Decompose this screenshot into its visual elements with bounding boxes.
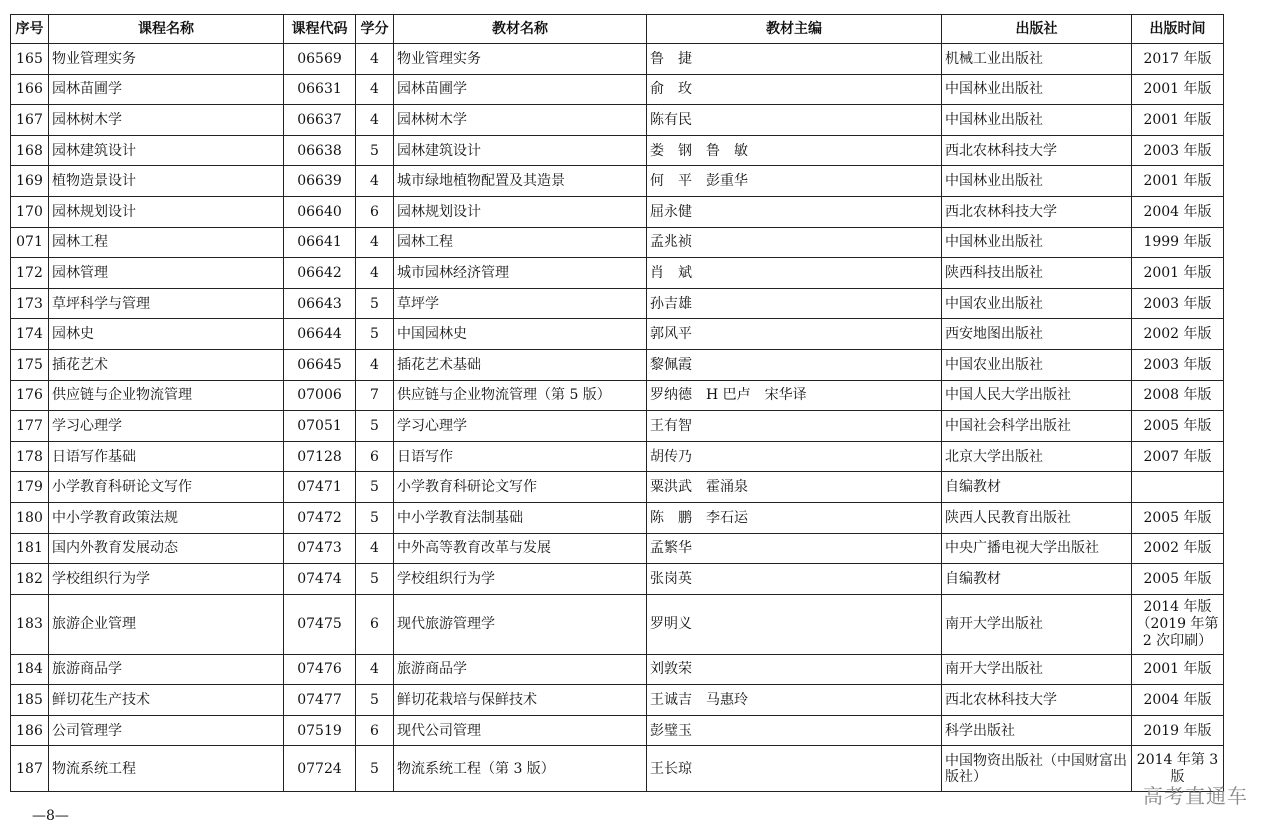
credits-cell: 4 — [356, 227, 394, 258]
course-name-cell: 学校组织行为学 — [49, 564, 284, 595]
textbook-table — [10, 14, 1224, 792]
course-code-cell: 06631 — [284, 74, 356, 105]
course-name-cell: 学习心理学 — [49, 411, 284, 442]
course-name-cell: 中小学教育政策法规 — [49, 502, 284, 533]
publisher-cell: 自编教材 — [942, 564, 1132, 595]
publish-date-cell: 2005 年版 — [1132, 411, 1224, 442]
credits-cell: 5 — [356, 502, 394, 533]
row-number-cell: 183 — [11, 594, 49, 654]
table-row — [11, 166, 1224, 197]
publisher-cell: 中国物资出版社（中国财富出版社） — [942, 746, 1132, 792]
row-number-cell: 170 — [11, 196, 49, 227]
textbook-name-cell: 中外高等教育改革与发展 — [394, 533, 647, 564]
column-header: 教材主编 — [647, 15, 942, 44]
textbook-name-cell: 草坪学 — [394, 288, 647, 319]
publish-date-cell: 2005 年版 — [1132, 564, 1224, 595]
table-row — [11, 74, 1224, 105]
textbook-name-cell: 中国园林史 — [394, 319, 647, 350]
publish-date-cell: 2014 年版（2019 年第 2 次印刷） — [1132, 594, 1224, 654]
publisher-cell: 中国林业出版社 — [942, 74, 1132, 105]
row-number-cell: 165 — [11, 44, 49, 75]
textbook-name-cell: 城市绿地植物配置及其造景 — [394, 166, 647, 197]
table-row — [11, 502, 1224, 533]
publish-date-cell: 2001 年版 — [1132, 654, 1224, 685]
textbook-name-cell: 物业管理实务 — [394, 44, 647, 75]
publisher-cell: 南开大学出版社 — [942, 654, 1132, 685]
course-name-cell: 小学教育科研论文写作 — [49, 472, 284, 503]
credits-cell: 4 — [356, 349, 394, 380]
publisher-cell: 中国林业出版社 — [942, 227, 1132, 258]
credits-cell: 6 — [356, 594, 394, 654]
editor-cell: 胡传乃 — [647, 441, 942, 472]
textbook-name-cell: 学校组织行为学 — [394, 564, 647, 595]
publisher-cell: 陕西科技出版社 — [942, 258, 1132, 289]
row-number-cell: 169 — [11, 166, 49, 197]
watermark: 高考直通车 — [1143, 784, 1248, 808]
publisher-cell: 西北农林科技大学 — [942, 135, 1132, 166]
publish-date-cell: 2004 年版 — [1132, 196, 1224, 227]
course-name-cell: 公司管理学 — [49, 715, 284, 746]
table-row — [11, 533, 1224, 564]
editor-cell: 何 平 彭重华 — [647, 166, 942, 197]
course-code-cell: 06640 — [284, 196, 356, 227]
table-row — [11, 319, 1224, 350]
table-row — [11, 685, 1224, 716]
credits-cell: 4 — [356, 44, 394, 75]
publisher-cell: 中国人民大学出版社 — [942, 380, 1132, 411]
credits-cell: 5 — [356, 288, 394, 319]
table-row — [11, 258, 1224, 289]
course-name-cell: 旅游商品学 — [49, 654, 284, 685]
editor-cell: 屈永健 — [647, 196, 942, 227]
credits-cell: 4 — [356, 166, 394, 197]
table-header-row — [11, 15, 1224, 44]
credits-cell: 5 — [356, 411, 394, 442]
row-number-cell: 182 — [11, 564, 49, 595]
publisher-cell: 中国林业出版社 — [942, 105, 1132, 136]
credits-cell: 6 — [356, 196, 394, 227]
publish-date-cell: 2001 年版 — [1132, 166, 1224, 197]
publish-date-cell: 2003 年版 — [1132, 135, 1224, 166]
course-code-cell: 07051 — [284, 411, 356, 442]
course-name-cell: 植物造景设计 — [49, 166, 284, 197]
course-name-cell: 园林规划设计 — [49, 196, 284, 227]
row-number-cell: 174 — [11, 319, 49, 350]
publisher-cell: 北京大学出版社 — [942, 441, 1132, 472]
course-code-cell: 06641 — [284, 227, 356, 258]
editor-cell: 俞 玫 — [647, 74, 942, 105]
row-number-cell: 185 — [11, 685, 49, 716]
table-row — [11, 380, 1224, 411]
credits-cell: 4 — [356, 654, 394, 685]
row-number-cell: 173 — [11, 288, 49, 319]
course-name-cell: 日语写作基础 — [49, 441, 284, 472]
row-number-cell: 178 — [11, 441, 49, 472]
course-code-cell: 07473 — [284, 533, 356, 564]
table-row — [11, 135, 1224, 166]
publish-date-cell: 2001 年版 — [1132, 258, 1224, 289]
credits-cell: 5 — [356, 685, 394, 716]
row-number-cell: 184 — [11, 654, 49, 685]
course-code-cell: 07476 — [284, 654, 356, 685]
editor-cell: 罗纳德 H 巴卢 宋华译 — [647, 380, 942, 411]
course-name-cell: 插花艺术 — [49, 349, 284, 380]
textbook-name-cell: 小学教育科研论文写作 — [394, 472, 647, 503]
row-number-cell: 179 — [11, 472, 49, 503]
course-code-cell: 06639 — [284, 166, 356, 197]
course-name-cell: 园林管理 — [49, 258, 284, 289]
course-code-cell: 06644 — [284, 319, 356, 350]
textbook-name-cell: 园林规划设计 — [394, 196, 647, 227]
textbook-name-cell: 现代旅游管理学 — [394, 594, 647, 654]
row-number-cell: 167 — [11, 105, 49, 136]
course-code-cell: 07724 — [284, 746, 356, 792]
course-name-cell: 园林树木学 — [49, 105, 284, 136]
editor-cell: 彭璧玉 — [647, 715, 942, 746]
textbook-name-cell: 园林苗圃学 — [394, 74, 647, 105]
table-row — [11, 105, 1224, 136]
credits-cell: 7 — [356, 380, 394, 411]
table-row — [11, 288, 1224, 319]
publish-date-cell: 2017 年版 — [1132, 44, 1224, 75]
editor-cell: 黎佩霞 — [647, 349, 942, 380]
course-name-cell: 园林史 — [49, 319, 284, 350]
textbook-name-cell: 园林建筑设计 — [394, 135, 647, 166]
publish-date-cell: 2005 年版 — [1132, 502, 1224, 533]
table-row — [11, 44, 1224, 75]
publish-date-cell: 2003 年版 — [1132, 349, 1224, 380]
editor-cell: 鲁 捷 — [647, 44, 942, 75]
course-code-cell: 07474 — [284, 564, 356, 595]
publisher-cell: 中央广播电视大学出版社 — [942, 533, 1132, 564]
credits-cell: 6 — [356, 715, 394, 746]
publish-date-cell: 2002 年版 — [1132, 533, 1224, 564]
publisher-cell: 中国农业出版社 — [942, 288, 1132, 319]
table-row — [11, 349, 1224, 380]
column-header: 出版社 — [942, 15, 1132, 44]
column-header: 学分 — [356, 15, 394, 44]
textbook-name-cell: 供应链与企业物流管理（第 5 版） — [394, 380, 647, 411]
row-number-cell: 180 — [11, 502, 49, 533]
publish-date-cell: 2007 年版 — [1132, 441, 1224, 472]
table-row — [11, 472, 1224, 503]
course-code-cell: 06645 — [284, 349, 356, 380]
course-code-cell: 07477 — [284, 685, 356, 716]
row-number-cell: 172 — [11, 258, 49, 289]
textbook-name-cell: 鲜切花栽培与保鲜技术 — [394, 685, 647, 716]
editor-cell: 孟兆祯 — [647, 227, 942, 258]
column-header: 课程代码 — [284, 15, 356, 44]
publish-date-cell: 2003 年版 — [1132, 288, 1224, 319]
publisher-cell: 陕西人民教育出版社 — [942, 502, 1132, 533]
textbook-name-cell: 城市园林经济管理 — [394, 258, 647, 289]
publisher-cell: 科学出版社 — [942, 715, 1132, 746]
column-header: 课程名称 — [49, 15, 284, 44]
publisher-cell: 中国社会科学出版社 — [942, 411, 1132, 442]
editor-cell: 粟洪武 霍涌泉 — [647, 472, 942, 503]
textbook-name-cell: 插花艺术基础 — [394, 349, 647, 380]
credits-cell: 5 — [356, 135, 394, 166]
editor-cell: 王长琼 — [647, 746, 942, 792]
textbook-name-cell: 园林树木学 — [394, 105, 647, 136]
row-number-cell: 175 — [11, 349, 49, 380]
course-code-cell: 06637 — [284, 105, 356, 136]
publisher-cell: 西北农林科技大学 — [942, 685, 1132, 716]
row-number-cell: 071 — [11, 227, 49, 258]
course-name-cell: 鲜切花生产技术 — [49, 685, 284, 716]
editor-cell: 郭风平 — [647, 319, 942, 350]
course-code-cell: 07471 — [284, 472, 356, 503]
textbook-name-cell: 现代公司管理 — [394, 715, 647, 746]
course-name-cell: 草坪科学与管理 — [49, 288, 284, 319]
row-number-cell: 181 — [11, 533, 49, 564]
publish-date-cell: 2014 年第 3 版 — [1132, 746, 1224, 792]
textbook-name-cell: 旅游商品学 — [394, 654, 647, 685]
publish-date-cell: 2001 年版 — [1132, 105, 1224, 136]
credits-cell: 5 — [356, 746, 394, 792]
credits-cell: 5 — [356, 319, 394, 350]
editor-cell: 罗明义 — [647, 594, 942, 654]
publisher-cell: 南开大学出版社 — [942, 594, 1132, 654]
publisher-cell: 西北农林科技大学 — [942, 196, 1132, 227]
credits-cell: 5 — [356, 564, 394, 595]
publisher-cell: 中国农业出版社 — [942, 349, 1132, 380]
credits-cell: 4 — [356, 74, 394, 105]
table-row — [11, 196, 1224, 227]
row-number-cell: 176 — [11, 380, 49, 411]
editor-cell: 陈 鹏 李石运 — [647, 502, 942, 533]
row-number-cell: 186 — [11, 715, 49, 746]
credits-cell: 4 — [356, 533, 394, 564]
course-name-cell: 园林苗圃学 — [49, 74, 284, 105]
column-header: 教材名称 — [394, 15, 647, 44]
course-name-cell: 物业管理实务 — [49, 44, 284, 75]
table-row — [11, 715, 1224, 746]
course-code-cell: 06638 — [284, 135, 356, 166]
course-name-cell: 园林建筑设计 — [49, 135, 284, 166]
publish-date-cell: 1999 年版 — [1132, 227, 1224, 258]
publisher-cell: 机械工业出版社 — [942, 44, 1132, 75]
course-code-cell: 06642 — [284, 258, 356, 289]
course-code-cell: 07475 — [284, 594, 356, 654]
row-number-cell: 166 — [11, 74, 49, 105]
column-header: 序号 — [11, 15, 49, 44]
editor-cell: 王诚吉 马惠玲 — [647, 685, 942, 716]
table-row — [11, 654, 1224, 685]
course-code-cell: 07519 — [284, 715, 356, 746]
publish-date-cell: 2004 年版 — [1132, 685, 1224, 716]
table-row — [11, 746, 1224, 792]
course-code-cell: 06643 — [284, 288, 356, 319]
course-name-cell: 国内外教育发展动态 — [49, 533, 284, 564]
credits-cell: 4 — [356, 258, 394, 289]
course-code-cell: 07472 — [284, 502, 356, 533]
publish-date-cell: 2019 年版 — [1132, 715, 1224, 746]
table-row — [11, 594, 1224, 654]
course-name-cell: 旅游企业管理 — [49, 594, 284, 654]
course-code-cell: 07128 — [284, 441, 356, 472]
publish-date-cell: 2002 年版 — [1132, 319, 1224, 350]
course-name-cell: 物流系统工程 — [49, 746, 284, 792]
credits-cell: 6 — [356, 441, 394, 472]
publisher-cell: 中国林业出版社 — [942, 166, 1132, 197]
page-number: —8— — [32, 808, 69, 824]
textbook-name-cell: 中小学教育法制基础 — [394, 502, 647, 533]
editor-cell: 孟繁华 — [647, 533, 942, 564]
publish-date-cell: 2008 年版 — [1132, 380, 1224, 411]
column-header: 出版时间 — [1132, 15, 1224, 44]
publish-date-cell — [1132, 472, 1224, 503]
row-number-cell: 168 — [11, 135, 49, 166]
publisher-cell: 西安地图出版社 — [942, 319, 1132, 350]
table-row — [11, 441, 1224, 472]
course-name-cell: 园林工程 — [49, 227, 284, 258]
table-row — [11, 411, 1224, 442]
publisher-cell: 自编教材 — [942, 472, 1132, 503]
row-number-cell: 177 — [11, 411, 49, 442]
editor-cell: 孙吉雄 — [647, 288, 942, 319]
credits-cell: 4 — [356, 105, 394, 136]
editor-cell: 刘敦荣 — [647, 654, 942, 685]
credits-cell: 5 — [356, 472, 394, 503]
publish-date-cell: 2001 年版 — [1132, 74, 1224, 105]
row-number-cell: 187 — [11, 746, 49, 792]
editor-cell: 肖 斌 — [647, 258, 942, 289]
course-code-cell: 06569 — [284, 44, 356, 75]
course-name-cell: 供应链与企业物流管理 — [49, 380, 284, 411]
course-code-cell: 07006 — [284, 380, 356, 411]
editor-cell: 陈有民 — [647, 105, 942, 136]
textbook-name-cell: 园林工程 — [394, 227, 647, 258]
editor-cell: 王有智 — [647, 411, 942, 442]
table-row — [11, 227, 1224, 258]
textbook-name-cell: 日语写作 — [394, 441, 647, 472]
textbook-name-cell: 学习心理学 — [394, 411, 647, 442]
textbook-name-cell: 物流系统工程（第 3 版） — [394, 746, 647, 792]
editor-cell: 张岗英 — [647, 564, 942, 595]
table-row — [11, 564, 1224, 595]
editor-cell: 娄 钢 鲁 敏 — [647, 135, 942, 166]
